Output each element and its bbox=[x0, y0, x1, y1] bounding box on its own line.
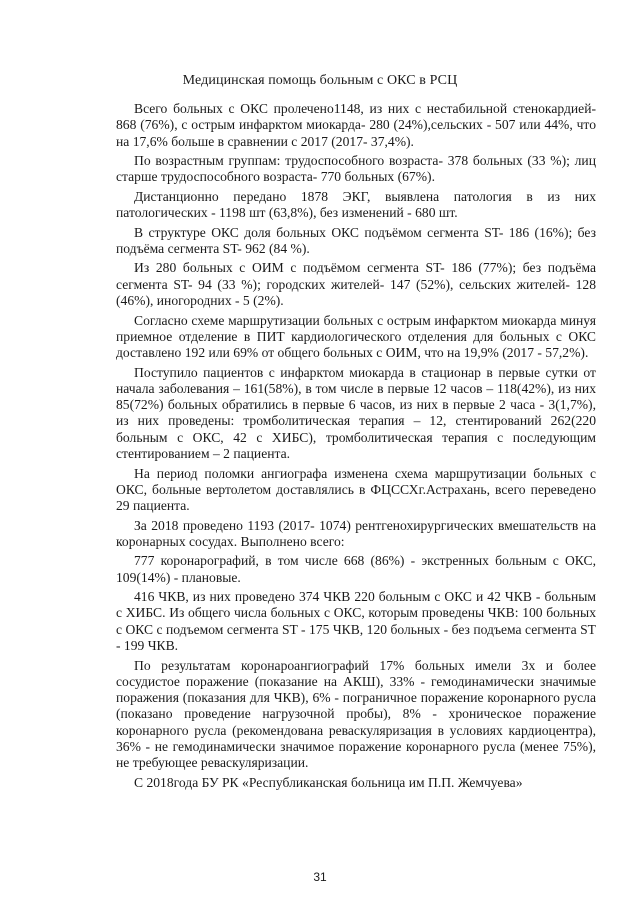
paragraph: 416 ЧКВ, из них проведено 374 ЧКВ 220 больным с ОКС и 42 ЧКВ - больным с ХИБС. Из общего числа больных с ОКС, которым проведены ЧКВ: 100 больных с ОКС с подъемом сегмента ST - 175 ЧКВ, 120 больных - без подъема сегмента ST - 199 ЧКВ. bbox=[116, 589, 596, 654]
document-body bbox=[116, 101, 596, 794]
page-title: Медицинская помощь больным с ОКС в РСЦ bbox=[182, 73, 458, 88]
paragraph: Всего больных с ОКС пролечено1148, из них с нестабильной стенокардией- 868 (76%), с острым инфарктом миокарда- 280 (24%),сельских - 507 или 44%, что на 17,6% больше в сравнении с 2017 (2017- 37,4%). bbox=[116, 101, 596, 149]
paragraph: Поступило пациентов с инфарктом миокарда в стационар в первые сутки от начала заболевания – 161(58%), в том числе в первые 12 часов – 118(42%), из них 85(72%) больных обратились в первые 6 часов, из них в первые 2 часа - 3(1,7%), из них проведены: тромболитическая терапия – 12, стентирований 262(220 больным с ОКС, 42 с ХИБС), тромболитическая терапия с последующим стентированием – 2 пациента. bbox=[116, 364, 596, 462]
paragraph: По возрастным группам: трудоспособного возраста- 378 больных (33 %); лиц старше трудоспособного возраста- 770 больных (67%). bbox=[116, 153, 596, 185]
paragraph: Дистанционно передано 1878 ЭКГ, выявлена патология в из них патологических - 1198 шт (63,8%), без изменений - 680 шт. bbox=[116, 188, 596, 221]
paragraph: На период поломки ангиографа изменена схема маршрутизации больных с ОКС, больные вертолетом доставлялись в ФЦССХг.Астрахань, всего переведено 29 пациента. bbox=[116, 465, 596, 514]
paragraph: За 2018 проведено 1193 (2017- 1074) рентгенохирургических вмешательств на коронарных сосудах. Выполнено всего: bbox=[116, 517, 596, 549]
paragraph: 777 коронарографий, в том числе 668 (86%) - экстренных больным с ОКС, 109(14%) - плановые. bbox=[116, 553, 596, 585]
paragraph: Из 280 больных с ОИМ с подъёмом сегмента ST- 186 (77%); без подъёма сегмента ST- 94 (33 %); городских жителей- 147 (52%), сельских жителей- 128 (46%), иногородних - 5 (2%). bbox=[116, 260, 596, 309]
paragraph: В структуре ОКС доля больных ОКС подъёмом сегмента ST- 186 (16%); без подъёма сегмента ST- 962 (84 %). bbox=[116, 224, 596, 256]
paragraph: Согласно схеме маршрутизации больных с острым инфарктом миокарда минуя приемное отделение в ПИТ кардиологического отделения для больных с ОКС доставлено 192 или 69% от общего больных с ОИМ, что на 19,9% (2017 - 57,2%). bbox=[116, 312, 596, 361]
paragraph: По результатам коронароангиографий 17% больных имели 3х и более сосудистое поражение (показание на АКШ), 33% - гемодинамически значимые поражения (показания для ЧКВ), 6% - пограничное поражение коронарного русла (показано проведение нагрузочной пробы), 8% - хроническое поражение коронарного русла (рекомендована реваскуляризация в условиях кардиоцентра), 36% - не гемодинамически значимое поражение коронарного русла (менее 75%), не требующее реваскуляризации. bbox=[116, 657, 596, 771]
paragraph: С 2018года БУ РК «Республиканская больница им П.П. Жемчуева» bbox=[134, 774, 523, 790]
page-number: 31 bbox=[313, 870, 327, 884]
